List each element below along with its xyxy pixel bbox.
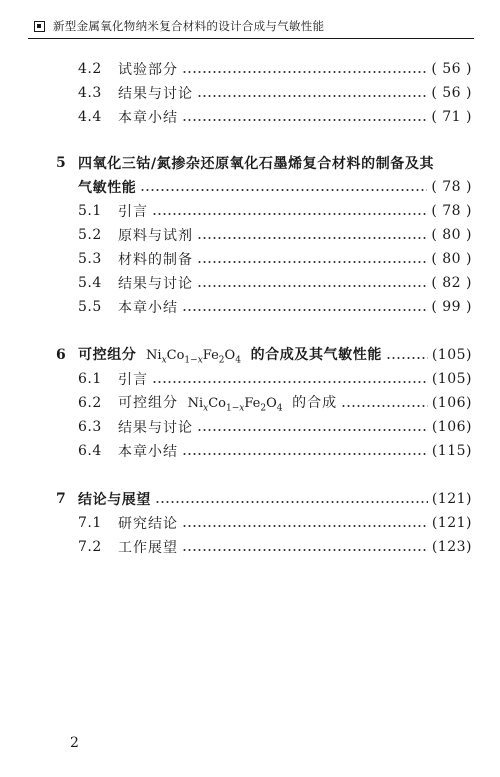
toc-entry[interactable] — [78, 512, 472, 534]
toc-chapter-5-continued[interactable] — [78, 176, 472, 198]
leader-dots — [197, 261, 427, 263]
section-title: 工作展望 — [118, 540, 178, 556]
section-title: 引言 — [118, 204, 148, 220]
section-title: 结果与讨论 — [118, 86, 193, 102]
toc-entry[interactable] — [78, 224, 472, 246]
chemical-formula: $Ni_xCo_{1-x}Fe_2O_4$ — [183, 396, 283, 414]
leader-dots — [386, 357, 428, 359]
leader-dots — [197, 237, 427, 239]
section-title: 材料的制备 — [118, 252, 193, 268]
page-ref: (105) — [431, 371, 472, 387]
section-title — [118, 392, 337, 414]
leader-dots — [182, 71, 427, 73]
toc-entry[interactable] — [78, 416, 472, 438]
page-ref: ( 80 ) — [431, 227, 472, 243]
section-number: 4.4 — [78, 109, 102, 125]
page-ref: ( 56 ) — [431, 61, 472, 77]
toc-entry[interactable] — [78, 200, 472, 222]
page-ref: (106) — [431, 419, 472, 435]
leader-dots — [182, 119, 427, 121]
section-number: 6.1 — [78, 371, 102, 387]
section-title: 引言 — [118, 372, 148, 388]
toc-entry[interactable] — [78, 248, 472, 270]
leader-dots — [341, 405, 428, 407]
section-title: 本章小结 — [118, 300, 178, 316]
chapter-title: 结论与展望 — [78, 492, 151, 508]
page-ref: (121) — [431, 515, 472, 531]
page-ref: (105) — [431, 347, 472, 363]
section-title: 试验部分 — [118, 62, 178, 78]
toc-entry[interactable] — [78, 536, 472, 558]
page-ref: (123) — [431, 539, 472, 555]
chapter-number: 5 — [56, 155, 66, 171]
toc-entry[interactable] — [78, 82, 472, 104]
section-number: 6.2 — [78, 395, 102, 411]
leader-dots — [140, 189, 427, 191]
leader-dots — [197, 429, 428, 431]
section-title: 本章小结 — [118, 444, 178, 460]
section-title-prefix: 可控组分 — [118, 395, 178, 412]
section-number: 5.5 — [78, 299, 102, 315]
leader-dots — [155, 501, 428, 503]
section-number: 4.3 — [78, 85, 102, 101]
toc-entry[interactable] — [78, 392, 472, 414]
toc-chapter-6[interactable] — [56, 344, 472, 366]
chapter-title-prefix: 可控组分 — [78, 347, 137, 364]
page-ref: (121) — [431, 491, 472, 507]
page-ref: ( 99 ) — [431, 299, 472, 315]
chapter-title: 四氧化三钴/氮掺杂还原氧化石墨烯复合材料的制备及其 — [78, 156, 435, 172]
section-number: 5.3 — [78, 251, 102, 267]
leader-dots — [197, 285, 427, 287]
page-ref: ( 82 ) — [431, 275, 472, 291]
running-header — [34, 16, 474, 36]
section-number: 7.2 — [78, 539, 102, 555]
section-number: 6.3 — [78, 419, 102, 435]
chapter-number: 6 — [56, 347, 66, 363]
toc-entry[interactable] — [78, 368, 472, 390]
section-number: 5.1 — [78, 203, 102, 219]
toc-entry[interactable] — [78, 106, 472, 128]
page-number: 2 — [70, 735, 79, 751]
leader-dots — [152, 213, 427, 215]
leader-dots — [182, 549, 428, 551]
section-title: 结果与讨论 — [118, 420, 193, 436]
toc-chapter-7[interactable] — [56, 488, 472, 510]
chapter-number: 7 — [56, 491, 66, 507]
section-title: 本章小结 — [118, 110, 178, 126]
section-title: 结果与讨论 — [118, 276, 193, 292]
leader-dots — [182, 453, 428, 455]
toc-entry[interactable] — [78, 272, 472, 294]
section-number: 5.4 — [78, 275, 102, 291]
chapter-title-continued: 气敏性能 — [78, 180, 137, 196]
toc-entry[interactable] — [78, 58, 472, 80]
leader-dots — [152, 381, 428, 383]
toc-entry[interactable] — [78, 440, 472, 462]
section-number: 5.2 — [78, 227, 102, 243]
chapter-title-suffix: 的合成及其气敏性能 — [250, 347, 382, 364]
page-ref: (106) — [431, 395, 472, 411]
leader-dots — [182, 309, 427, 311]
section-number: 4.2 — [78, 61, 102, 77]
page-ref: ( 56 ) — [431, 85, 472, 101]
page-ref: ( 78 ) — [431, 179, 472, 195]
chemical-formula: $Ni_xCo_{1-x}Fe_2O_4$ — [141, 348, 241, 366]
leader-dots — [182, 525, 428, 527]
section-title-suffix: 的合成 — [292, 395, 338, 412]
page-ref: ( 78 ) — [431, 203, 472, 219]
running-header-title: 新型金属氧化物纳米复合材料的设计合成与气敏性能 — [53, 19, 325, 33]
header-divider — [28, 38, 474, 39]
section-title: 原料与试剂 — [118, 228, 193, 244]
toc-entry[interactable] — [78, 296, 472, 318]
section-title: 研究结论 — [118, 516, 178, 532]
page-ref: ( 80 ) — [431, 251, 472, 267]
page-ref: ( 71 ) — [431, 109, 472, 125]
book-icon — [34, 21, 45, 32]
leader-dots — [197, 95, 427, 97]
section-number: 6.4 — [78, 443, 102, 459]
chapter-title — [78, 344, 382, 366]
toc-chapter-5[interactable] — [56, 152, 472, 174]
page-ref: (115) — [431, 443, 472, 459]
section-number: 7.1 — [78, 515, 102, 531]
